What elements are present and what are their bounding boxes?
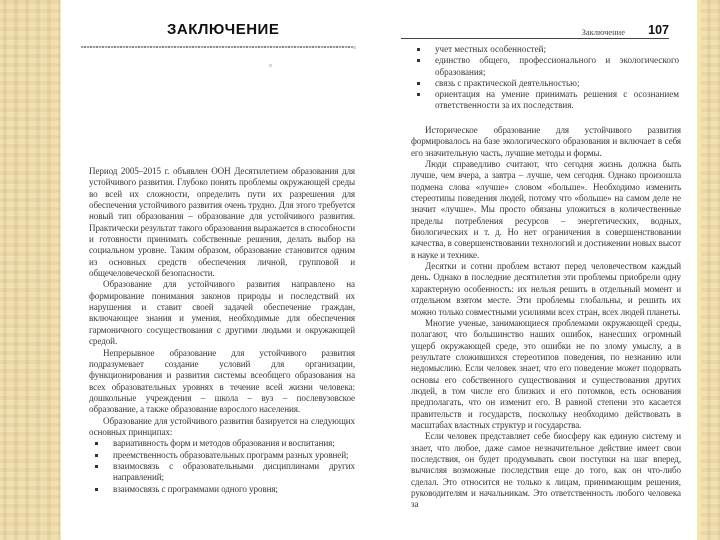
- book-spread: [60, 0, 701, 540]
- right-page-body: [411, 125, 681, 511]
- page-number: 107: [648, 23, 669, 37]
- scan-speck: [353, 46, 356, 49]
- left-page-body: [89, 166, 355, 495]
- list-item: единство общего, профессионального и экологического образования;: [411, 55, 679, 78]
- running-header: [401, 24, 669, 39]
- paragraph: Люди справедливо считают, что сегодня жизнь должна быть лучше, чем вчера, а завтра – лучше, чем сегодня. Однако произошла подмена слова «лучше» словом «больше». Необходимо изменить стереотипы поведения людей, потому что «больше» на самом деле не значит «лучше». Мы просто обязаны уложиться в количественные пределы потребления ресурсов – энергетических, водных, биологических и т. д. Но нет ограничения в совершенствовании качества, в совершенствовании технологий и достижении новых высот в науке и технике.: [411, 159, 681, 260]
- chapter-title: ЗАКЛЮЧЕНИЕ: [167, 21, 280, 38]
- list-item: преемственность образовательных программ разных уровней;: [89, 450, 355, 461]
- paragraph: Образование для устойчивого развития направлено на формирование понимания законов природы и последствий их нарушения и ставит своей задачей обеспечение граждан, включающее знания и умения, необходимые для обеспечения гармоничного сосуществования с другими людьми и окружающей средой.: [89, 279, 355, 347]
- principles-list-continued: [411, 44, 679, 112]
- paragraph: Десятки и сотни проблем встают перед человечеством каждый день. Однако в последние десятилетия эти проблемы приобрели одну характерную особенность: их нельзя решить в отдельный момент и отдельном взятом месте. Эти проблемы глобальны, и решить их можно только совместными усилиями всех стран, всех людей планеты.: [411, 261, 681, 317]
- list-item: учет местных особенностей;: [411, 44, 679, 55]
- right-page: [401, 0, 687, 540]
- list-item: вариативность форм и методов образования и воспитания;: [89, 438, 355, 449]
- paragraph: Период 2005–2015 г. объявлен ООН Десятилетием образования для устойчивого развития. Глубоко понять проблемы окружающей среды во всей их сложности, определить пути их разрешения для обеспечения устойчивого развития очень трудно. Для этого требуется новый тип образования – образование для устойчивого развития. Практически результат такого образования выражается в способности и готовности принимать собственные решения, делать выбор на социальном уровне. Таким образом, образование становится одним из основных средств обеспечения личной, групповой и общечеловеческой безопасности.: [89, 166, 356, 279]
- paragraph: Многие ученые, занимающиеся проблемами окружающей среды, полагают, что большинство наших ошибок, нанесших огромный ущерб окружающей среде, это ошибки не по злому умыслу, а в результате сложившихся стереотипов поведения, по незнанию или недомыслию. Если человек знает, что его поведение может подорвать основы его собственного существования и существования других людей, в том числе его близких и его потомков, есть основания предполагать, что он изменит его. В равной степени это касается правительств и государств, поскольку необходимо действовать в масштабах властных структур и государства.: [411, 317, 681, 430]
- running-head-title: Заключение: [581, 27, 625, 37]
- principles-list: [89, 438, 355, 495]
- paragraph: Если человек представляет себе биосферу как единую систему и знает, что любое, даже самое незначительное действие имеет свои последствия, он будет продумывать свои поступки на шаг вперед, вычисляя возможные последствия еще до того, как он что-либо сделал. Это относится не только к лицам, принимающим решения, руководителям и начальникам. Это ответственность любого человека за: [411, 431, 681, 510]
- paragraph: Непрерывное образование для устойчивого развития подразумевает создание условий для организации, функционирования и развития системы всеобщего образования на всех образовательных уровнях в течение всей жизни человека: дошкольные учреждения – школа – вуз – послевузовское образование, а также образование взрослого населения.: [89, 347, 355, 415]
- title-rule: [81, 46, 353, 48]
- list-item: взаимосвязь с образовательными дисциплинами других направлений;: [89, 461, 355, 484]
- left-page: [81, 0, 375, 540]
- paragraph: Образование для устойчивого развития базируется на следующих основных принципах:: [89, 415, 355, 437]
- list-item: ориентация на умение принимать решения с осознанием ответственности за их последствия.: [411, 89, 679, 112]
- list-item: взаимосвязь с программами одного уровня;: [89, 484, 355, 495]
- list-item: связь с практической деятельностью;: [411, 78, 679, 89]
- paragraph: Историческое образование для устойчивого развития формировалось на базе экологического образования и включает в себя его значительную часть, лучшие методы и формы.: [411, 125, 681, 158]
- scan-speck: [269, 64, 272, 67]
